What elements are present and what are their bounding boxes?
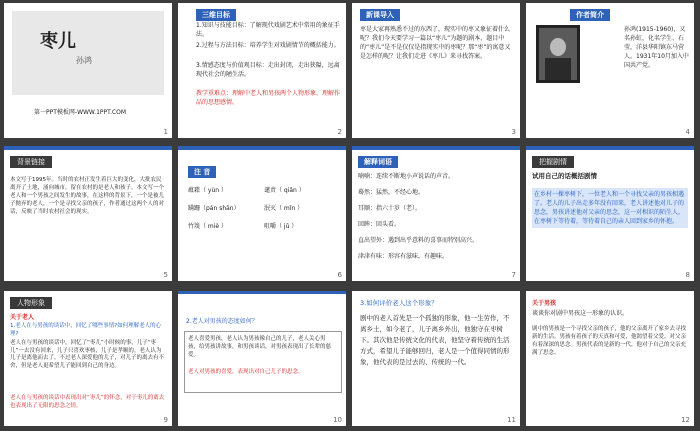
- vocab-1: 喃喃：连续不断地小声说话的声音。: [358, 173, 455, 180]
- section-tag: 三维目标: [196, 9, 236, 21]
- key-points: 教学重难点：理解中老人和男孩两个人物形象，理解作品的思想感情。: [196, 90, 341, 106]
- vocab-5: 直出望外：遇到出乎意料的喜事而特别高兴。: [358, 237, 479, 244]
- slide-number: 9: [163, 416, 168, 424]
- slide-number: 11: [507, 416, 516, 424]
- slide-footer: 第一PPT模板网-WWW.1PPT.COM: [34, 109, 127, 116]
- task-prompt: 试用自己的话概括剧情: [532, 172, 597, 180]
- section-chip: 人物形象: [10, 297, 52, 309]
- section-tag: 解释词语: [358, 156, 398, 168]
- slide-3[interactable]: [352, 3, 520, 138]
- section-chip: 把握剧情: [532, 156, 574, 168]
- goal-2: 2.过程与方法目标：培养学生对戏剧情节的概括能力。: [196, 42, 340, 49]
- answer-2: 老人喜爱男孩，老人认为男孩像自己的儿子，老人关心男孩，给男孩讲故事，和男孩谈话，对男孩表现出了长辈的慈爱。: [188, 336, 332, 358]
- slide-number: 5: [163, 271, 168, 279]
- slide-4[interactable]: [526, 3, 694, 138]
- top-bar: [352, 146, 520, 150]
- pinyin-3a: 竹篾（ miè ）: [188, 223, 228, 230]
- answer-3: 剧中的老人首先是一个孤独的形象，他一生劳作，不离乡土，如今老了，儿子离乡外出，他独守在枣树下。其次他是传统文化的代表，他坚守着传统的生活方式，希望儿子能够回归，老人是一个值得同情的形象，他代表的是过去的、传统的一代。: [360, 314, 510, 366]
- slide-6[interactable]: [178, 146, 346, 281]
- slide-7[interactable]: [352, 146, 520, 281]
- slide-author: 孙鸿: [76, 56, 92, 65]
- task-prompt: 谈谈你对剧中男孩这一形象的认识。: [532, 310, 629, 317]
- slide-2[interactable]: [178, 3, 346, 138]
- question-2: 2.老人对男孩的态度如何？: [186, 318, 258, 325]
- section-tag: 作者简介: [570, 9, 610, 21]
- slide-5[interactable]: [4, 146, 172, 281]
- pinyin-3b: 咀嚼（ jǔ ）: [264, 223, 298, 230]
- slide-number: 1: [163, 128, 168, 136]
- slide-1[interactable]: [4, 3, 172, 138]
- boy-analysis: 剧中的男孩是一个寻找父亲的孩子，他的父亲离开了家乡去寻找新的生活。男孩有着孩子的天真和可爱，他渴望着父爱，对父亲有着深深的思念。男孩代表的是新的一代，他对于自己的父亲充满了思念。: [532, 326, 687, 356]
- slide-12[interactable]: [526, 291, 694, 426]
- pinyin-2b: 泯灭（ mǐn ）: [264, 205, 304, 212]
- top-bar: [4, 146, 172, 150]
- author-body: [545, 58, 571, 80]
- answer-2-highlight: 老人对男孩的喜爱，表现出对自己儿子的思念。: [188, 369, 304, 375]
- slide-number: 8: [685, 271, 690, 279]
- goal-1: 1.知识与技能目标：了解现代戏剧艺术中常用的象征手法。: [196, 22, 340, 38]
- goal-3: 3.情感态度与价值观目标：走出封闭，走出狭隘，远离现代社会的陋生活。: [196, 62, 340, 78]
- section-tag: 注 音: [188, 166, 216, 178]
- author-photo: [536, 25, 580, 83]
- slide-number: 10: [333, 416, 342, 424]
- author-bio: 孙鸿(1915-1960)，又名孙虹，化名学生、石莹，洋县华阳镇东马营人。1931年10月加入中国共产党。: [624, 26, 689, 69]
- vocab-3: 耳顺：指六十岁（老）。: [358, 205, 422, 212]
- subject-label: 关于男孩: [532, 300, 557, 307]
- slide-number: 4: [685, 128, 690, 136]
- title-card: [12, 11, 164, 95]
- slide-9[interactable]: [4, 291, 172, 426]
- section-chip: 背景链接: [10, 156, 52, 168]
- answer-box: [184, 331, 342, 393]
- section-tag: 新课导入: [360, 9, 400, 21]
- pinyin-1a: 蕴藉（ yùn ）: [188, 187, 227, 194]
- top-bar: [178, 291, 346, 294]
- slide-number: 12: [681, 416, 690, 424]
- vocab-4: 回眸：回头看。: [358, 221, 401, 228]
- slide-number: 3: [511, 128, 516, 136]
- vocab-2: 蓦然：猛然，不经心地。: [358, 189, 425, 196]
- slide-number: 2: [337, 128, 342, 136]
- author-face: [550, 38, 566, 56]
- question-3: 3.如何评价老人这个形象？: [360, 299, 438, 307]
- slide-11[interactable]: [352, 291, 520, 426]
- slide-10[interactable]: [178, 291, 346, 426]
- question-1: 1.老人在与男孩的谈话中，回忆了哪些事情?如何理解老人的心理?: [10, 323, 162, 337]
- background-text: 本文写于1995年。当时的农村正发生着巨大的变化，大批农民离开了土地，涌向城市，留在农村的是老人和孩子。本文写一个老人和一个男孩之间发生的故事，在这样的背景下，一个是被儿子抛弃的老人，一个是寻找父亲的孩子，作者通过这两个人的对话，反映了当时农村社会的现实。: [10, 177, 165, 215]
- answer-1: 老人在与男孩的谈话中，回忆了“枣儿”小时候的事，儿子“枣儿”一去没有回来，儿子只喜欢枣核，儿子是孝顺的。老人认为儿子是离他而去了，不过老人深爱他的儿子，对儿子的离去有不舍，但是老人更希望儿子能回到自己的身边。: [10, 340, 165, 369]
- vocab-6: 津津有味：形容有滋味，有趣味。: [358, 253, 449, 260]
- subject-label: 关于老人: [10, 314, 35, 321]
- slide-title: 枣儿: [40, 31, 76, 52]
- slide-number: 7: [511, 271, 516, 279]
- top-bar: [526, 146, 694, 150]
- pinyin-1b: 谴责（ qiǎn ）: [264, 187, 305, 194]
- intro-text: 枣是大家再熟悉不过的东西了，现实中的枣又象征着什么呢？我们今天要学习一篇以“枣儿”为题的剧本，题目中的“枣儿”是不是仅仅是指现实中的枣呢？那“枣”的寓意又是怎样的呢？让我们走进《枣儿》来寻找答案。: [360, 26, 511, 60]
- plot-summary: 在乡村一棵枣树下，一位老人和一个寻找父亲的男孩相遇了。老人的儿子出走多年没有回来，老人讲述他对儿子的思念，男孩讲述他对父亲的思念，这一对相识的陌生人，在枣树下等待着，等待着自己的亲人回到家乡的怀抱。: [532, 188, 688, 228]
- pinyin-2a: 蹒跚（pán shān）: [188, 205, 240, 212]
- top-bar: [178, 146, 346, 150]
- answer-1-highlight: 老人在与男孩的谈话中表现出对“枣儿”的怀念，对于枣儿的离去也表现出了无限的思念之情。: [10, 395, 165, 409]
- slide-number: 6: [337, 271, 342, 279]
- slide-8[interactable]: [526, 146, 694, 281]
